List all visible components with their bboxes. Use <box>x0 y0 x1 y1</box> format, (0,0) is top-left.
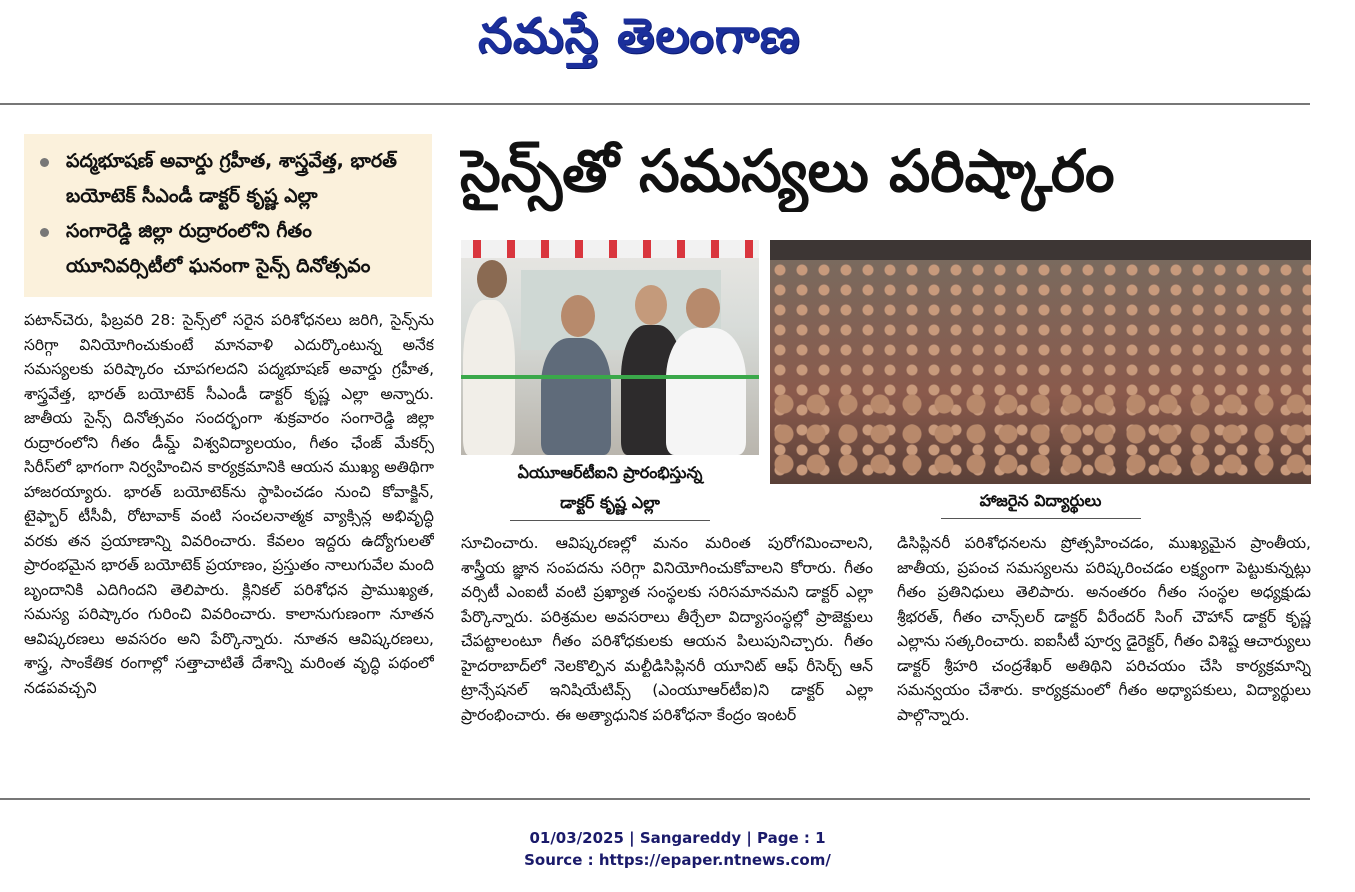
caption-underline <box>510 520 710 521</box>
photo1-caption: ఏయూఆర్‌టీఐని ప్రారంభిస్తున్న డాక్టర్ కృష్ణ ఎల్లా <box>461 458 759 521</box>
ribbon <box>461 375 759 379</box>
top-divider <box>0 103 1310 105</box>
crowd-front-rows <box>770 390 1311 484</box>
footer-date-page: 01/03/2025 | Sangareddy | Page : 1 <box>529 829 826 847</box>
article-column-3: డిసిప్లినరీ పరిశోధనలను ప్రోత్సహించడం, ముఖ్యమైన ప్రాంతీయ, జాతీయ, ప్రపంచ సమస్యలను పరిష్కరించడం లక్ష్యంగా పెట్టుకున్నట్లు గీతం ప్రతినిధులు తెలిపారు. అనంతరం గీతం సంస్థల అధ్యక్షుడు శ్రీభరత్, గీతం చాన్స్‌లర్ డాక్టర్ వీరేందర్ సింగ్ చౌహాన్ డాక్టర్ కృష్ణ ఎల్లాను సత్కరించారు. ఐఐసీటీ పూర్వ డైరెక్టర్, గీతం విశిష్ట ఆచార్యులు డాక్టర్ శ్రీహరి చంద్రశేఖర్ అతిథిని పరిచయం చేసి కార్యక్రమాన్ని సమన్వయం చేశారు. కార్యక్రమంలో గీతం అధ్యాపకులు, విద్యార్థులు పాల్గొన్నారు. <box>897 534 1311 724</box>
highlight-item: పద్మభూషణ్ అవార్డు గ్రహీత, శాస్త్రవేత్త, భారత్ బయోటెక్ సీఎండీ డాక్టర్ కృష్ణ ఎల్లా <box>38 144 424 214</box>
footer-source: Source : https://epaper.ntnews.com/ <box>524 851 831 869</box>
photo-audience <box>770 240 1311 484</box>
bottom-divider <box>0 798 1310 800</box>
photo2-caption: హాజరైన విద్యార్థులు <box>770 486 1311 519</box>
highlight-item: సంగారెడ్డి జిల్లా రుద్రారంలోని గీతం యూనివర్సిటీలో ఘనంగా సైన్స్ దినోత్సవం <box>38 214 424 284</box>
masthead-logo: నమస్తే తెలంగాణ <box>478 8 801 64</box>
person-head <box>635 285 667 325</box>
highlights-box <box>24 134 432 297</box>
person-head <box>561 295 595 337</box>
article-column-2: సూచించారు. ఆవిష్కరణల్లో మనం మరింత పురోగమించాలని, శాస్త్రీయ జ్ఞాన సంపదను సరిగ్గా వినియోగించుకోవాలని కోరారు. గీతం వర్సిటీ ఎంఐటీ వంటి ప్రఖ్యాత సంస్థలకు సరిసమానమని డాక్టర్ ఎల్లా పేర్కొన్నారు. పరిశ్రమల అవసరాలు తీర్చేలా విద్యాసంస్థల్లో ప్రాజెక్టులు చేపట్టాలంటూ గీతం పరిశోధకులకు ఆయన పిలుపునిచ్చారు. గీతం హైదరాబాద్‌లో నెలకొల్పిన మల్టీడిసిప్లినరీ యూనిట్ ఆఫ్ రీసెర్చ్ ఆన్ ట్రాన్సేషనల్ ఇనిషియేటివ్స్ (ఎంయూఆర్‌టీఐ)ని డాక్టర్ ఎల్లా ప్రారంభించారు. ఈ అత్యాధునిక పరిశోధనా కేంద్రం ఇంటర్ <box>461 534 873 724</box>
article-column-1: పటాన్‌చెరు, ఫిబ్రవరి 28: సైన్స్‌లో సరైన పరిశోధనలు జరిగి, సైన్స్‌ను సరిగ్గా వినియోగించుకుంటే మానవాళి ఎదుర్కొంటున్న అనేక సమస్యలకు పరిష్కారం చూపగలదని పద్మభూషణ్ అవార్డు గ్రహీత, శాస్త్రవేత్త, భారత్ బయోటెక్ సీఎండీ డాక్టర్ కృష్ణ ఎల్లా అన్నారు. జాతీయ సైన్స్ దినోత్సవం సందర్భంగా శుక్రవారం సంగారెడ్డి జిల్లా రుద్రారంలోని గీతం డీమ్డ్ విశ్వవిద్యాలయం, గీతం ఛేంజ్ మేకర్స్ సిరీస్‌లో భాగంగా నిర్వహించిన కార్యక్రమానికి ఆయన ముఖ్య అతిథిగా హాజరయ్యారు. భారత్ బయోటెక్‌ను స్థాపించడం నుంచి కోవాక్జిన్, టైఫ్బార్ టీసీవీ, రోటావాక్ వంటి సంచలనాత్మక వ్యాక్సిన్ల అభివృద్ధి వరకు తన ప్రయాణాన్ని వివరించారు. కేవలం ఇద్దరు ఉద్యోగులతో ప్రారంభమైన భారత్ బయోటెక్ ప్రయాణం, ప్రస్తుతం నాలుగువేల మంది బృందానికి ఎదిగిందని తెలిపారు. క్లినికల్ పరిశోధన ప్రాముఖ్యత, సమస్య పరిష్కారం గురించి వివరించారు. కాలానుగుణంగా నూతన ఆవిష్కరణలు అవసరం అని పేర్కొన్నారు. నూతన ఆవిష్కరణలు, శాస్త్ర, సాంకేతిక రంగాల్లో సత్తాచాటితే దేశాన్ని మరింత వృద్ధి పథంలో నడపవచ్చని <box>24 311 434 697</box>
person-head <box>477 260 507 298</box>
bullet-icon <box>40 158 49 167</box>
headline: సైన్స్‌తో సమస్యలు పరిష్కారం <box>460 137 1115 205</box>
garland-decoration <box>461 240 759 258</box>
person-figure <box>541 338 611 455</box>
bullet-icon <box>40 228 49 237</box>
person-head <box>686 288 720 328</box>
caption-underline <box>941 518 1141 519</box>
photo-ribbon-cutting <box>461 240 759 455</box>
footer <box>0 827 1355 871</box>
person-figure <box>666 328 746 455</box>
